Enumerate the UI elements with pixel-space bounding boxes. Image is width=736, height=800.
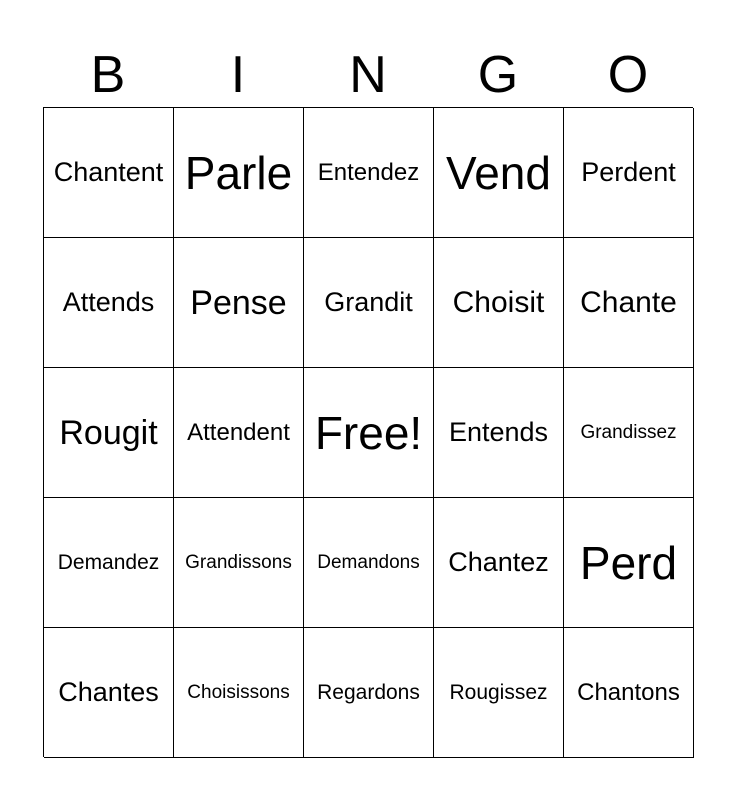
bingo-cell[interactable]: Pense: [174, 238, 304, 368]
bingo-cell[interactable]: Grandit: [304, 238, 434, 368]
bingo-cell[interactable]: Grandissons: [174, 498, 304, 628]
bingo-cell[interactable]: Entends: [434, 368, 564, 498]
bingo-cell[interactable]: Demandez: [44, 498, 174, 628]
bingo-cell[interactable]: Choisit: [434, 238, 564, 368]
header-letter-i: I: [230, 46, 246, 104]
free-space-cell[interactable]: Free!: [304, 368, 434, 498]
bingo-board: [43, 107, 693, 757]
header-letter-b: B: [90, 46, 126, 104]
bingo-cell[interactable]: Attendent: [174, 368, 304, 498]
bingo-cell[interactable]: Rougissez: [434, 628, 564, 758]
bingo-cell[interactable]: Chantent: [44, 108, 174, 238]
bingo-cell[interactable]: Attends: [44, 238, 174, 368]
bingo-cell[interactable]: Parle: [174, 108, 304, 238]
bingo-cell[interactable]: Regardons: [304, 628, 434, 758]
header-letter-o: O: [607, 46, 649, 104]
bingo-cell[interactable]: Grandissez: [564, 368, 694, 498]
bingo-cell[interactable]: Chantes: [44, 628, 174, 758]
bingo-cell[interactable]: Perd: [564, 498, 694, 628]
bingo-cell[interactable]: Perdent: [564, 108, 694, 238]
bingo-cell[interactable]: Entendez: [304, 108, 434, 238]
bingo-cell[interactable]: Chantons: [564, 628, 694, 758]
bingo-cell[interactable]: Rougit: [44, 368, 174, 498]
bingo-cell[interactable]: Chante: [564, 238, 694, 368]
bingo-cell[interactable]: Choisissons: [174, 628, 304, 758]
bingo-cell[interactable]: Chantez: [434, 498, 564, 628]
bingo-cell[interactable]: Vend: [434, 108, 564, 238]
header-letter-n: N: [349, 46, 387, 104]
bingo-header: [43, 44, 693, 106]
header-letter-g: G: [477, 46, 519, 104]
bingo-cell[interactable]: Demandons: [304, 498, 434, 628]
